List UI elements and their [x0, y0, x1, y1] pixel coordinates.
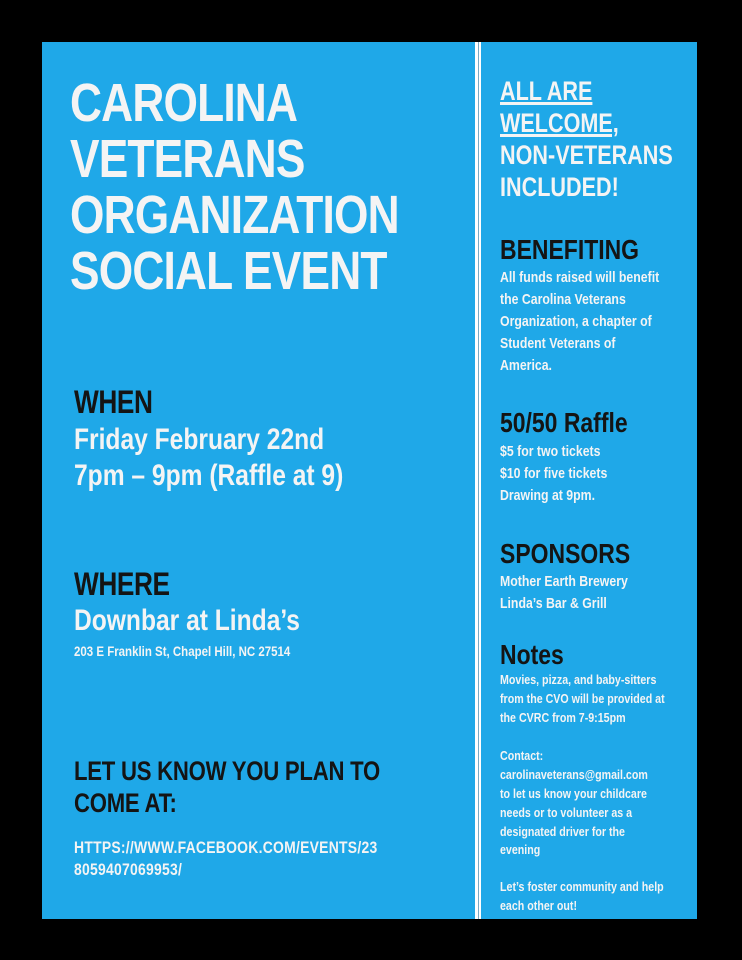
notes-line-12: Let’s foster community and help	[500, 879, 664, 894]
welcome-line-4: INCLUDED!	[500, 172, 619, 202]
notes-heading: Notes	[500, 639, 564, 670]
notes-line-1: Movies, pizza, and baby-sitters	[500, 672, 657, 687]
sponsors-heading: SPONSORS	[500, 538, 631, 569]
rsvp-url-line-1[interactable]: HTTPS://WWW.FACEBOOK.COM/EVENTS/23	[74, 838, 378, 857]
notes-line-9: designated driver for the	[500, 824, 625, 839]
benefiting-heading: BENEFITING	[500, 234, 640, 265]
event-title-line-3: ORGANIZATION	[70, 185, 399, 245]
notes-line-8: needs or to volunteer as a	[500, 805, 633, 820]
raffle-line-3: Drawing at 9pm.	[500, 487, 596, 504]
venue-name: Downbar at Linda’s	[74, 604, 300, 637]
rsvp-line-2: COME AT:	[74, 788, 177, 818]
notes-line-13: each other out!	[500, 898, 578, 913]
venue-address: 203 E Franklin St, Chapel Hill, NC 27514	[74, 643, 291, 659]
when-heading: WHEN	[74, 384, 153, 420]
benefiting-line-3: Organization, a chapter of	[500, 313, 652, 330]
raffle-heading: 50/50 Raffle	[500, 407, 628, 438]
event-title-line-1: CAROLINA	[70, 73, 298, 133]
raffle-line-1: $5 for two tickets	[500, 443, 601, 460]
benefiting-line-2: the Carolina Veterans	[500, 291, 626, 308]
welcome-line-1: ALL ARE	[500, 76, 593, 106]
welcome-line-3: NON-VETERANS	[500, 140, 673, 170]
benefiting-line-4: Student Veterans of	[500, 335, 616, 352]
raffle-line-2: $10 for five tickets	[500, 465, 608, 482]
panel-divider-line	[478, 42, 479, 919]
notes-line-7: to let us know your childcare	[500, 786, 647, 801]
notes-line-2: from the CVO will be provided at	[500, 691, 665, 706]
where-heading: WHERE	[74, 566, 170, 602]
notes-line-3: the CVRC from 7-9:15pm	[500, 710, 626, 725]
notes-line-10: evening	[500, 842, 541, 857]
notes-contact-label: Contact:	[500, 748, 544, 763]
event-title-line-2: VETERANS	[70, 129, 305, 189]
welcome-line-2: WELCOME,	[500, 108, 619, 138]
rsvp-url-line-2[interactable]: 8059407069953/	[74, 860, 183, 879]
rsvp-line-1: LET US KNOW YOU PLAN TO	[74, 756, 380, 786]
sponsor-line-2: Linda’s Bar & Grill	[500, 595, 607, 612]
sponsor-line-1: Mother Earth Brewery	[500, 573, 628, 590]
benefiting-line-1: All funds raised will benefit	[500, 269, 660, 286]
event-date: Friday February 22nd	[74, 423, 325, 456]
benefiting-line-5: America.	[500, 357, 552, 374]
event-time: 7pm – 9pm (Raffle at 9)	[74, 459, 344, 492]
notes-contact-email[interactable]: carolinaveterans@gmail.com	[500, 767, 648, 782]
event-title-line-4: SOCIAL EVENT	[70, 241, 387, 301]
